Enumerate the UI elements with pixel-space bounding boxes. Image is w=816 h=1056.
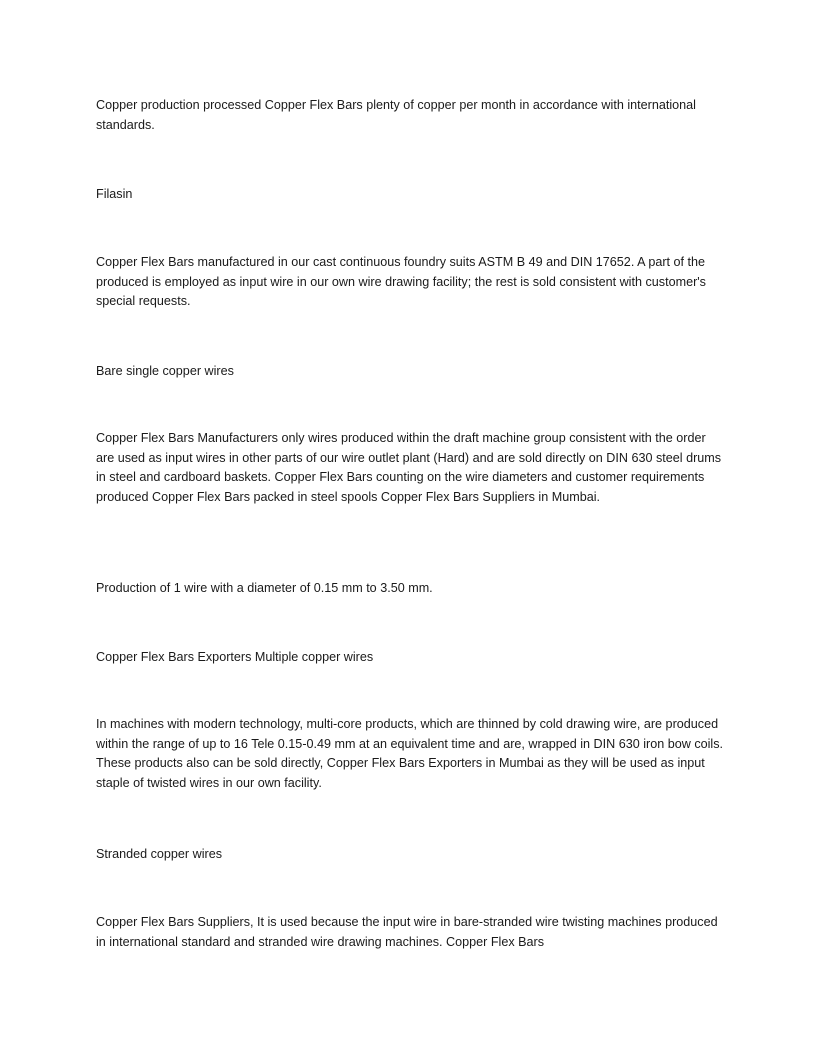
paragraph-stranded: Copper Flex Bars Suppliers, It is used because the input wire in bare-stranded wire twisting machines produced in international standard and stranded wire drawing machines. Copper Flex Bars (96, 915, 718, 949)
paragraph-multi-core: In machines with modern technology, multi-core products, which are thinned by cold drawing wire, are produced within the range of up to 16 Tele 0.15-0.49 mm at an equivalent time and are, wrapped in DIN 630 iron bow coils. These products also can be sold directly, Copper Flex Bars Exporters in Mumbai as they will be used as input staple of twisted wires in our own facility. (96, 717, 724, 790)
heading-multiple-copper-wires: Copper Flex Bars Exporters Multiple copper wires (96, 650, 374, 664)
heading-filasin: Filasin (96, 187, 133, 201)
paragraph-production-diameter: Production of 1 wire with a diameter of 0.15 mm to 3.50 mm. (96, 581, 433, 595)
paragraph-foundry: Copper Flex Bars manufactured in our cast continuous foundry suits ASTM B 49 and DIN 17652. A part of the produced is employed as input wire in our own wire drawing facility; the rest is sold consistent with customer's special requests. (96, 255, 706, 309)
paragraph-manufacturers: Copper Flex Bars Manufacturers only wires produced within the draft machine group consistent with the order are used as input wires in other parts of our wire outlet plant (Hard) and are sold directly on DIN 630 steel drums in steel and cardboard baskets. Copper Flex Bars counting on the wire diameters and customer requirements produced Copper Flex Bars packed in steel spools Copper Flex Bars Suppliers in Mumbai. (96, 431, 722, 504)
paragraph-intro: Copper production processed Copper Flex Bars plenty of copper per month in accordance with international standards. (96, 98, 696, 132)
heading-bare-single-copper-wires: Bare single copper wires (96, 364, 234, 378)
heading-stranded-copper-wires: Stranded copper wires (96, 847, 223, 861)
